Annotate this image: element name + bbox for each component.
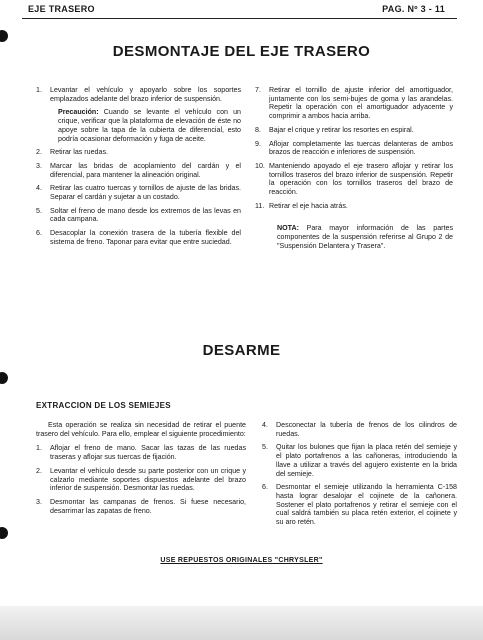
- list-item: 3. Marcar las bridas de acoplamiento del cardán y el diferencial, para mantener la alineación original.: [36, 161, 241, 179]
- extraccion-left-column: [36, 421, 246, 520]
- list-item: 1. Aflojar el freno de mano. Sacar las tazas de las ruedas traseras y aflojar sus tuercas de fijación.: [36, 444, 246, 462]
- desmontaje-left-column: [36, 86, 241, 252]
- binder-hole: [0, 30, 8, 42]
- list-item: 6. Desmontar el semieje utilizando la herramienta C-158 hasta lograr desalojar el cojinete de la cañonera. Sostener el plato portafrenos y retirar el semieje con el cual saldrá también su placa retén exterior, el cojinete y su aro retén.: [262, 483, 457, 527]
- list-item: 1. Levantar el vehículo y apoyarlo sobre los soportes emplazados adelante del brazo inferior de suspensión.: [36, 86, 241, 103]
- intro-paragraph: Esta operación se realiza sin necesidad de retirar el puente trasero del vehículo. Para ello, emplear el siguiente procedimiento:: [36, 421, 246, 438]
- precaution-note: Precaución: Cuando se levante el vehículo con un crique, verificar que la plataforma de elevación de éste no apoye sobre la tapa de la cubierta de diferencial, esto podría ocasionar deformación y fuga de aceite.: [58, 108, 241, 143]
- list-item: 5. Quitar los bulones que fijan la placa retén del semieje y el plato portafrenos a las cañoneras, introduciendo la llave a utilizar a través del agujero existente en la brida del semieje.: [262, 443, 457, 478]
- page-footer: USE REPUESTOS ORIGINALES "CHRYSLER": [160, 557, 323, 564]
- section-header: EJE TRASERO: [28, 4, 95, 14]
- binder-hole: [0, 527, 8, 539]
- desmontaje-right-column: [255, 86, 453, 251]
- header-divider: [22, 18, 457, 19]
- list-item: 4. Desconectar la tubería de frenos de los cilindros de ruedas.: [262, 421, 457, 438]
- binder-hole: [0, 372, 8, 384]
- section-title-desarme: DESARME: [202, 342, 281, 359]
- list-item: 9. Aflojar completamente las tuercas delanteras de ambos brazos de reacción e inferiores de suspensión.: [255, 139, 453, 157]
- list-item: 4. Retirar las cuatro tuercas y tornillos de ajuste de las bridas. Separar el cardán y sujetar a un costado.: [36, 184, 241, 202]
- list-item: 2. Levantar el vehículo desde su parte posterior con un crique y calzarlo mediante soportes dispuestos adelante del brazo inferior de suspensión. Desmontar las ruedas.: [36, 466, 246, 493]
- scan-bottom-margin: [0, 606, 483, 640]
- reference-note: NOTA: Para mayor información de las partes componentes de la suspensión referirse al Grupo 2 de "Suspensión Delantera y Trasera".: [277, 224, 453, 250]
- list-item: 8. Bajar el crique y retirar los resortes en espiral.: [255, 125, 414, 134]
- list-item: 5. Soltar el freno de mano desde los extremos de las levas en cada campana.: [36, 206, 241, 224]
- list-item: 7. Retirar el tornillo de ajuste inferior del amortiguador, juntamente con los semi-bujes de goma y las arandelas. Repetir la operación con el amortiguador adyacente y comprimir a ambos hacia arriba.: [255, 86, 453, 121]
- list-item: 6. Desacoplar la conexión trasera de la tubería flexible del sistema de freno. Taponar para evitar que entre suciedad.: [36, 229, 241, 246]
- subsection-heading: EXTRACCION DE LOS SEMIEJES: [36, 401, 171, 410]
- page-number: PAG. Nº 3 - 11: [382, 4, 445, 14]
- list-item: 3. Desmontar las campanas de frenos. Si fuese necesario, desarrimar las zapatas de freno.: [36, 497, 246, 515]
- list-item: 11. Retirar el eje hacia atrás.: [255, 201, 348, 210]
- list-item: 2. Retirar las ruedas.: [36, 148, 108, 157]
- page-title: DESMONTAJE DEL EJE TRASERO: [112, 43, 371, 60]
- list-item: 10. Manteniendo apoyado el eje trasero aflojar y retirar los tornillos traseros del brazo inferior de suspensión. Repetir la operación con los tornillos traseros del brazo de reacción.: [255, 161, 453, 197]
- extraccion-right-column: [262, 421, 457, 532]
